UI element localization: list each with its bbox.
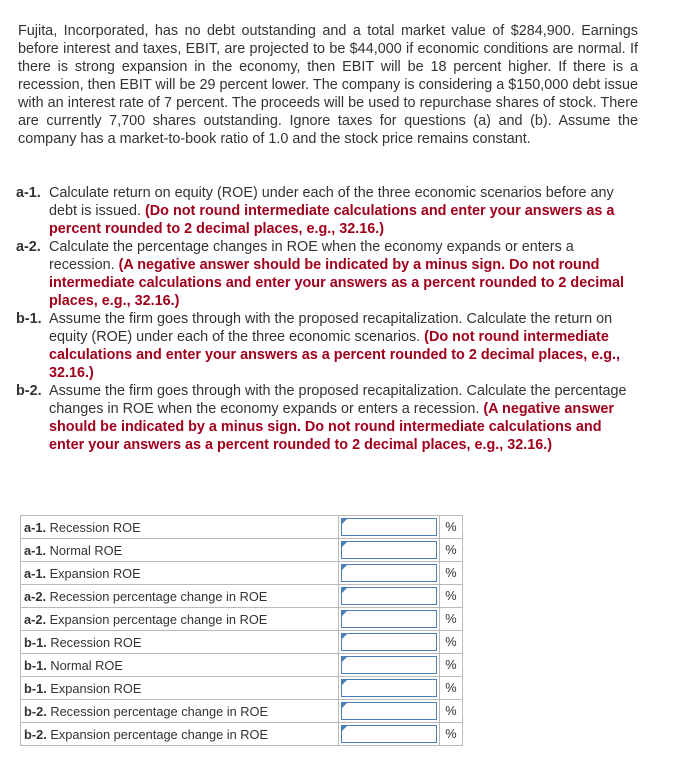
answer-input[interactable]: [341, 656, 437, 674]
question-a2: [16, 238, 640, 310]
question-note: (Do not round intermediate calculations and enter your answers as a percent rounded to 2 decimal places, e.g., 32.16.): [49, 203, 615, 237]
answer-input[interactable]: [341, 518, 437, 536]
answer-part: b-1.: [24, 657, 47, 673]
answer-part: a-1.: [24, 519, 47, 535]
answer-part: a-1.: [24, 565, 47, 581]
percent-unit: %: [445, 519, 457, 534]
percent-unit: %: [445, 565, 457, 580]
percent-unit: %: [445, 542, 457, 557]
problem-statement: Fujita, Incorporated, has no debt outstanding and a total market value of $284,900. Earnings before interest and taxes, EBIT, are projected to be $44,000 if economic conditions are normal. If there is strong expansion in the economy, then EBIT will be 18 percent higher. If there is a recession, then EBIT will be 29 percent lower. The company is considering a $150,000 debt issue with an interest rate of 7 percent. The proceeds will be used to repurchase shares of stock. There are currently 7,700 shares outstanding. Ignore taxes for questions (a) and (b). Assume the company has a market-to-book ratio of 1.0 and the stock price remains constant.: [18, 23, 638, 147]
answer-row: [21, 700, 463, 723]
answer-input[interactable]: [341, 541, 437, 559]
answer-row: [21, 585, 463, 608]
question-list: [16, 184, 640, 454]
percent-unit: %: [445, 611, 457, 626]
answer-table: [20, 515, 463, 746]
answer-label: Recession ROE: [49, 519, 141, 535]
question-label: a-1.: [16, 185, 41, 201]
answer-input[interactable]: [341, 679, 437, 697]
answer-row: [21, 654, 463, 677]
answer-part: a-1.: [24, 542, 47, 558]
percent-unit: %: [445, 726, 457, 741]
percent-unit: %: [445, 680, 457, 695]
answer-part: b-2.: [24, 703, 47, 719]
answer-row: [21, 677, 463, 700]
question-b1: [16, 310, 640, 382]
question-note: (A negative answer should be indicated by a minus sign. Do not round intermediate calculations and enter your answers as a percent rounded to 2 decimal places, e.g., 32.16.): [49, 401, 615, 453]
percent-unit: %: [445, 703, 457, 718]
answer-label: Expansion ROE: [49, 565, 141, 581]
answer-input[interactable]: [341, 702, 437, 720]
question-text: Calculate the percentage changes in ROE when the economy expands or enters a recession.: [49, 239, 574, 273]
question-label: b-1.: [16, 311, 42, 327]
answer-part: b-1.: [24, 680, 47, 696]
question-label: a-2.: [16, 239, 41, 255]
answer-input[interactable]: [341, 564, 437, 582]
question-a1: [16, 184, 640, 238]
question-text: Assume the firm goes through with the proposed recapitalization. Calculate the percentage changes in ROE when the economy expands or enters a recession.: [49, 383, 627, 417]
question-label: b-2.: [16, 383, 42, 399]
answer-input[interactable]: [341, 587, 437, 605]
percent-unit: %: [445, 634, 457, 649]
question-note: (A negative answer should be indicated by a minus sign. Do not round intermediate calculations and enter your answers as a percent rounded to 2 decimal places, e.g., 32.16.): [49, 257, 625, 309]
answer-row: [21, 539, 463, 562]
question-b2: [16, 382, 640, 454]
answer-input[interactable]: [341, 725, 437, 743]
question-text: Assume the firm goes through with the proposed recapitalization. Calculate the return on equity (ROE) under each of the three economic scenarios.: [49, 311, 613, 345]
answer-label: Expansion percentage change in ROE: [50, 726, 269, 742]
answer-row: [21, 562, 463, 585]
answer-part: a-2.: [24, 588, 47, 604]
answer-input[interactable]: [341, 610, 437, 628]
answer-part: a-2.: [24, 611, 47, 627]
answer-row: [21, 516, 463, 539]
answer-row: [21, 608, 463, 631]
answer-label: Recession ROE: [50, 634, 142, 650]
answer-label: Recession percentage change in ROE: [50, 703, 269, 719]
answer-label: Expansion ROE: [50, 680, 142, 696]
answer-input[interactable]: [341, 633, 437, 651]
question-note: (Do not round intermediate calculations and enter your answers as a percent rounded to 2 decimal places, e.g., 32.16.): [49, 329, 621, 381]
percent-unit: %: [445, 657, 457, 672]
question-text: Calculate return on equity (ROE) under each of the three economic scenarios before any debt is issued.: [49, 185, 614, 219]
answer-part: b-2.: [24, 726, 47, 742]
answer-row: [21, 631, 463, 654]
answer-part: b-1.: [24, 634, 47, 650]
answer-row: [21, 723, 463, 746]
answer-label: Expansion percentage change in ROE: [49, 611, 268, 627]
percent-unit: %: [445, 588, 457, 603]
answer-label: Normal ROE: [49, 542, 123, 558]
answer-label: Normal ROE: [50, 657, 123, 673]
answer-label: Recession percentage change in ROE: [49, 588, 268, 604]
